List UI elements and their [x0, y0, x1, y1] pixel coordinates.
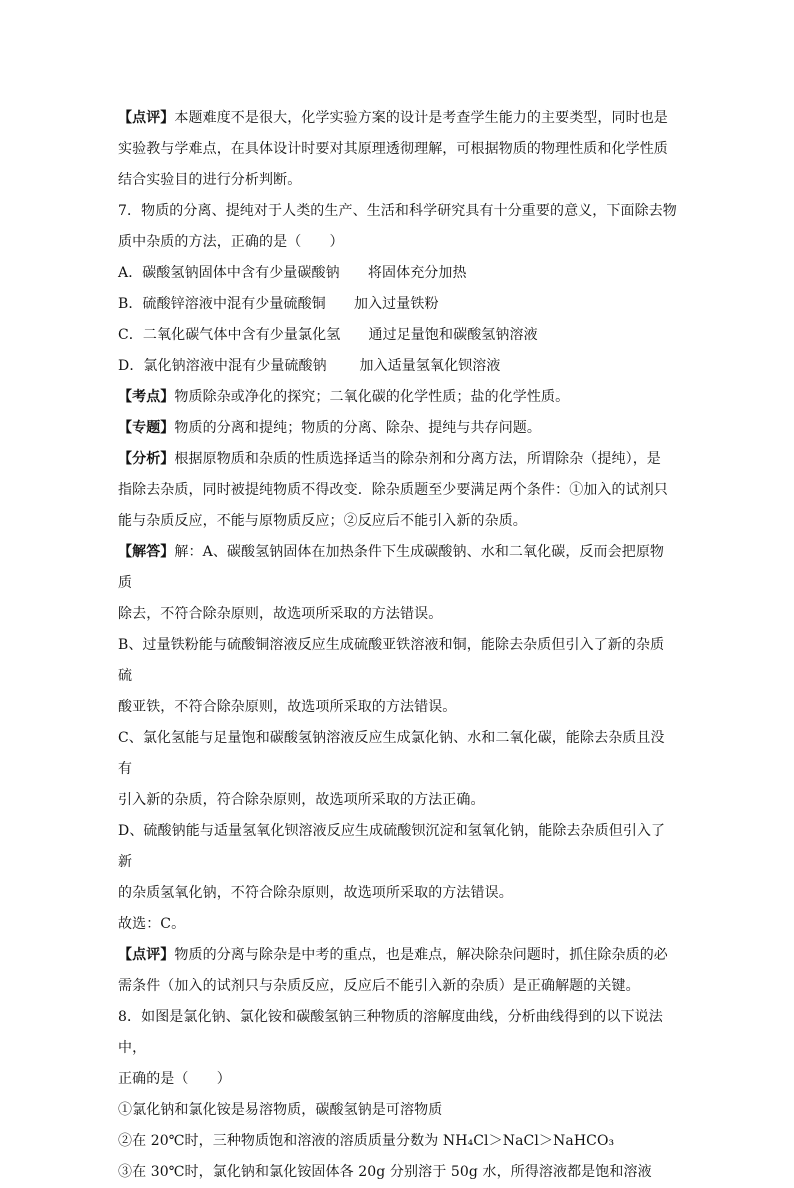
line-text: 酸亚铁，不符合除杂原则，故选项所采取的方法错误。: [118, 699, 457, 715]
line-text: B．硫酸锌溶液中混有少量硫酸铜 加入过量铁粉: [118, 296, 439, 312]
line-text: 解：A、碳酸氢钠固体在加热条件下生成碳酸钠、水和二氧化碳，反而会把原物质: [118, 544, 665, 591]
answer-explanation-content: [118, 103, 678, 1188]
line-text: 的杂质氢氧化钠，不符合除杂原则，故选项所采取的方法错误。: [118, 885, 513, 901]
q7-options-block: [118, 258, 678, 382]
line-text: 故选：C。: [118, 916, 186, 932]
q7-line: [118, 227, 678, 258]
section-tag: 【分析】: [118, 451, 175, 467]
line-text: 除去，不符合除杂原则，故选项所采取的方法错误。: [118, 606, 443, 622]
p1-block: [118, 103, 678, 196]
line-text: ②在 20℃时，三种物质饱和溶液的溶质质量分数为 NH₄Cl＞NaCl＞NaHCO₃: [118, 1133, 615, 1149]
zhuanti-block: [118, 413, 678, 444]
q7-line: [118, 196, 678, 227]
kaodian-block: [118, 382, 678, 413]
line-text: 能与杂质反应，不能与原物质反应；②反应后不能引入新的杂质。: [118, 513, 527, 529]
dianping2-block: [118, 940, 678, 1002]
q7-options-line: [118, 320, 678, 351]
line-text: 需条件（加入的试剂只与杂质反应，反应后不能引入新的杂质）是正确解题的关键。: [118, 978, 640, 994]
q8-block: [118, 1002, 678, 1095]
q8-statements-block: [118, 1095, 678, 1188]
line-text: 本题难度不是很大，化学实验方案的设计是考查学生能力的主要类型，同时也是: [174, 110, 668, 126]
line-text: 质中杂质的方法，正确的是（ ）: [118, 234, 344, 250]
jieda-line: [118, 878, 678, 909]
line-text: ①氯化钠和氯化铵是易溶物质，碳酸氢钠是可溶物质: [118, 1102, 443, 1118]
fenxi-line: [118, 444, 678, 475]
line-text: C、氯化氢能与足量饱和碳酸氢钠溶液反应生成氯化钠、水和二氧化碳，能除去杂质且没有: [118, 730, 665, 777]
section-tag: 【点评】: [118, 110, 175, 126]
q7-options-line: [118, 258, 678, 289]
section-tag: 【专题】: [118, 420, 175, 436]
line-text: 物质除杂或净化的探究；二氧化碳的化学性质；盐的化学性质。: [174, 389, 570, 405]
q8-statements-line: [118, 1126, 678, 1157]
p1-line: [118, 103, 678, 134]
line-text: 7．物质的分离、提纯对于人类的生产、生活和科学研究具有十分重要的意义，下面除去物: [118, 203, 677, 219]
line-text: 物质的分离与除杂是中考的重点，也是难点，解决除杂问题时，抓住除杂质的必: [174, 947, 668, 963]
fenxi-block: [118, 444, 678, 537]
line-text: 根据原物质和杂质的性质选择适当的除杂剂和分离方法，所谓除杂（提纯），是: [174, 451, 661, 467]
q8-statements-line: [118, 1095, 678, 1126]
jieda-line: [118, 909, 678, 940]
q8-line: [118, 1002, 678, 1064]
q7-options-line: [118, 289, 678, 320]
q8-line: [118, 1064, 678, 1095]
line-text: 结合实验目的进行分析判断。: [118, 172, 302, 188]
line-text: A．碳酸氢钠固体中含有少量碳酸钠 将固体充分加热: [118, 265, 467, 281]
line-text: 引入新的杂质，符合除杂原则，故选项所采取的方法正确。: [118, 792, 485, 808]
line-text: 正确的是（ ）: [118, 1071, 231, 1087]
dianping2-line: [118, 971, 678, 1002]
line-text: 指除去杂质，同时被提纯物质不得改变．除杂质题至少要满足两个条件：①加入的试剂只: [118, 482, 668, 498]
jieda-line: [118, 723, 678, 785]
line-text: D、硫酸钠能与适量氢氧化钡溶液反应生成硫酸钡沉淀和氢氧化钠，能除去杂质但引入了新: [118, 823, 666, 870]
line-text: B、过量铁粉能与硫酸铜溶液反应生成硫酸亚铁溶液和铜，能除去杂质但引入了新的杂质硫: [118, 637, 665, 684]
section-tag: 【解答】: [118, 544, 175, 560]
jieda-line: [118, 537, 678, 599]
line-text: ③在 30℃时，氯化钠和氯化铵固体各 20g 分别溶于 50g 水，所得溶液都是饱和溶液: [118, 1164, 652, 1180]
jieda-line: [118, 692, 678, 723]
p1-line: [118, 165, 678, 196]
q7-options-line: [118, 351, 678, 382]
q7-block: [118, 196, 678, 258]
line-text: C．二氧化碳气体中含有少量氯化氢 通过足量饱和碳酸氢钠溶液: [118, 327, 538, 343]
jieda-line: [118, 785, 678, 816]
fenxi-line: [118, 506, 678, 537]
line-text: 8．如图是氯化钠、氯化铵和碳酸氢钠三种物质的溶解度曲线，分析曲线得到的以下说法中，: [118, 1009, 663, 1056]
zhuanti-line: [118, 413, 678, 444]
section-tag: 【考点】: [118, 389, 175, 405]
line-text: D．氯化钠溶液中混有少量硫酸钠 加入适量氢氧化钡溶液: [118, 358, 501, 374]
dianping2-line: [118, 940, 678, 971]
q8-statements-line: [118, 1157, 678, 1188]
line-text: 实验教与学难点，在具体设计时要对其原理透彻理解，可根据物质的物理性质和化学性质: [118, 141, 668, 157]
p1-line: [118, 134, 678, 165]
fenxi-line: [118, 475, 678, 506]
section-tag: 【点评】: [118, 947, 175, 963]
jieda-block: [118, 537, 678, 940]
line-text: 物质的分离和提纯；物质的分离、除杂、提纯与共存问题。: [174, 420, 542, 436]
jieda-line: [118, 599, 678, 630]
jieda-line: [118, 630, 678, 692]
kaodian-line: [118, 382, 678, 413]
jieda-line: [118, 816, 678, 878]
